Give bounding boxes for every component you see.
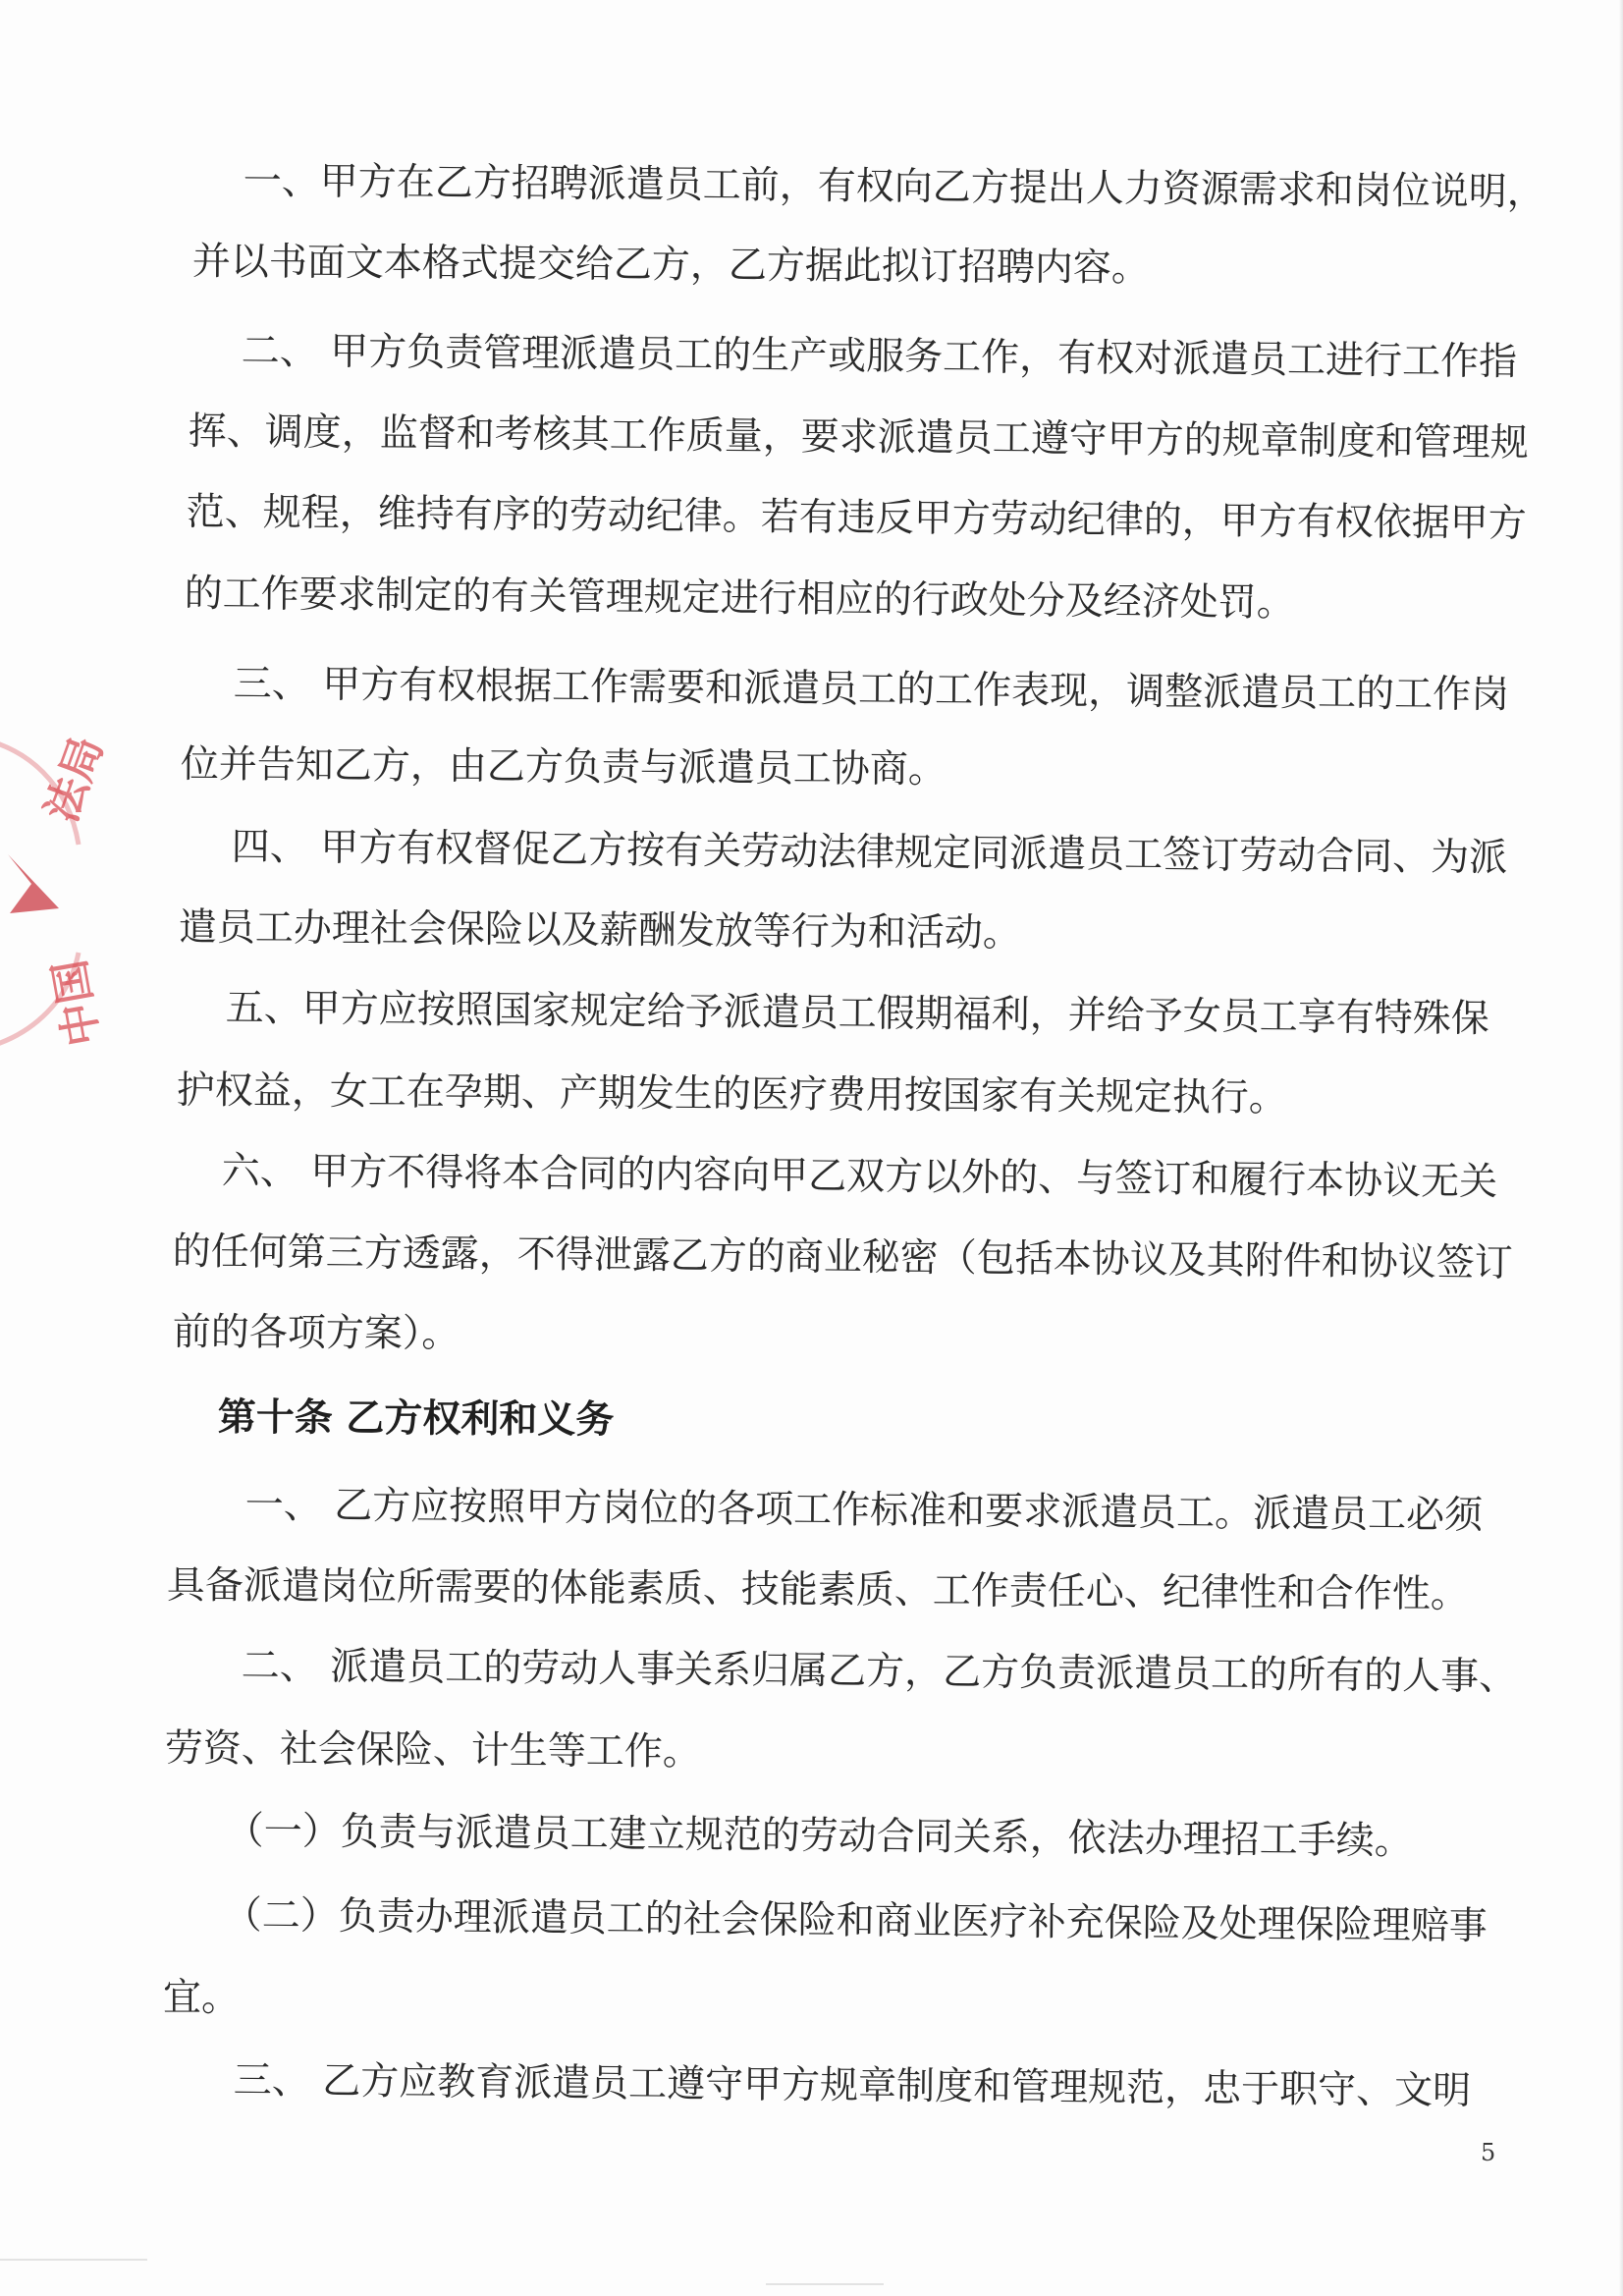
para-7-line-1: 一、 乙方应按照甲方岗位的各项工作标准和要求派遣员工。派遣员工必须 (244, 1482, 1484, 1538)
para-9-line-1: 三、 乙方应教育派遣员工遵守甲方规章制度和管理规范，忠于职守、文明 (233, 2058, 1472, 2113)
para-3-line-2: 位并告知乙方，由乙方负责与派遣员工协商。 (180, 741, 947, 793)
article-10-heading: 第十条 乙方权利和义务 (217, 1394, 615, 1443)
para-1-line-1: 一、甲方在乙方招聘派遣员工前，有权向乙方提出人力资源需求和岗位说明， (243, 158, 1545, 215)
para-5-line-1: 五、甲方应按照国家规定给予派遣员工假期福利，并给予女员工享有特殊保 (225, 985, 1489, 1042)
para-2-line-3: 范、规程，维持有序的劳动纪律。若有违反甲方劳动纪律的，甲方有权依据甲方 (186, 489, 1527, 546)
item-2-line-2: 宜。 (163, 1976, 241, 2020)
para-1-line-2: 并以书面文本格式提交给乙方，乙方据此拟订招聘内容。 (191, 239, 1150, 291)
para-6-line-1: 六、 甲方不得将本合同的内容向甲乙双方以外的、与签订和履行本协议无关 (221, 1148, 1498, 1205)
page-edge-shadow (1619, 0, 1623, 2296)
para-2-line-4: 的工作要求制定的有关管理规定进行相应的行政处分及经济处罚。 (184, 571, 1295, 626)
para-4-line-2: 遣员工办理社会保险以及薪酬发放等行为和活动。 (178, 904, 1021, 956)
para-2-line-1: 二、 甲方负责管理派遣员工的生产或服务工作，有权对派遣员工进行工作指 (241, 328, 1518, 385)
seal-star-icon (8, 854, 59, 913)
item-1-line-1: （一）负责与派遣员工建立规范的劳动合同关系，依法办理招工手续。 (225, 1808, 1413, 1864)
para-5-line-2: 护权益，女工在孕期、产期发生的医疗费用按国家有关规定执行。 (176, 1068, 1287, 1121)
para-3-line-1: 三、 甲方有权根据工作需要和派遣员工的工作表现，调整派遣员工的工作岗 (233, 661, 1510, 718)
item-2-line-1: （二）负责办理派遣员工的社会保险和商业医疗补充保险及处理保险理赔事 (223, 1892, 1488, 1949)
para-8-line-2: 劳资、社会保险、计生等工作。 (164, 1726, 701, 1775)
seal-text-bottom: 中国 (44, 956, 110, 1050)
para-4-line-1: 四、 甲方有权督促乙方按有关劳动法律规定同派遣员工签订劳动合同、为派 (231, 824, 1508, 881)
para-8-line-1: 二、 派遣员工的劳动人事关系归属乙方，乙方负责派遣员工的所有的人事、 (241, 1643, 1518, 1700)
para-6-line-3: 前的各项方案）。 (172, 1310, 460, 1357)
seal-text-top: 法局 (36, 730, 114, 829)
page-number: 5 (1481, 2139, 1496, 2166)
scan-artifact (766, 2283, 884, 2285)
scan-artifact (0, 2259, 147, 2261)
para-7-line-2: 具备派遣岗位所需要的体能素质、技能素质、工作责任心、纪律性和合作性。 (166, 1563, 1469, 1617)
para-6-line-2: 的任何第三方透露，不得泄露乙方的商业秘密（包括本协议及其附件和协议签订 (172, 1229, 1513, 1285)
para-2-line-2: 挥、调度，监督和考核其工作质量，要求派遣员工遵守甲方的规章制度和管理规 (188, 409, 1529, 465)
